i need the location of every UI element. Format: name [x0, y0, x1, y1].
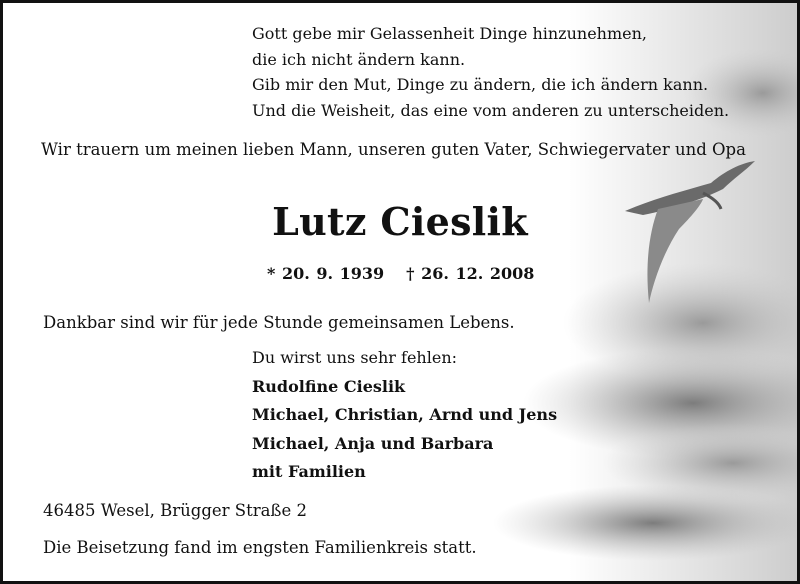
family-block [252, 344, 557, 487]
prayer-line: Gib mir den Mut, Dinge zu ändern, die ich ändern kann. [252, 75, 709, 94]
mourning-intro: Wir trauern um meinen lieben Mann, unseren guten Vater, Schwiegervater und Opa [41, 140, 746, 159]
prayer-line: die ich nicht ändern kann. [252, 49, 466, 69]
gratitude-line: Dankbar sind wir für jede Stunde gemeinsamen Lebens. [43, 313, 515, 332]
family-member: mit Familien [252, 462, 366, 481]
family-member: Michael, Anja und Barbara [252, 433, 494, 453]
prayer-line: Und die Weisheit, das eine vom anderen zu unterscheiden. [252, 100, 730, 120]
birth-date: * 20. 9. 1939 [267, 264, 385, 283]
prayer-verse [252, 21, 729, 123]
death-date: † 26. 12. 2008 [406, 264, 535, 283]
prayer-line: Gott gebe mir Gelassenheit Dinge hinzunehmen, [252, 24, 648, 43]
family-member: Michael, Christian, Arnd und Jens [252, 405, 558, 424]
funeral-note: Die Beisetzung fand im engsten Familienkreis statt. [43, 538, 477, 557]
deceased-name: Lutz Cieslik [272, 199, 528, 244]
address: 46485 Wesel, Brügger Straße 2 [43, 501, 307, 520]
family-member: Rudolfine Cieslik [252, 376, 406, 396]
family-intro: Du wirst uns sehr fehlen: [252, 348, 458, 367]
life-dates [267, 264, 534, 283]
